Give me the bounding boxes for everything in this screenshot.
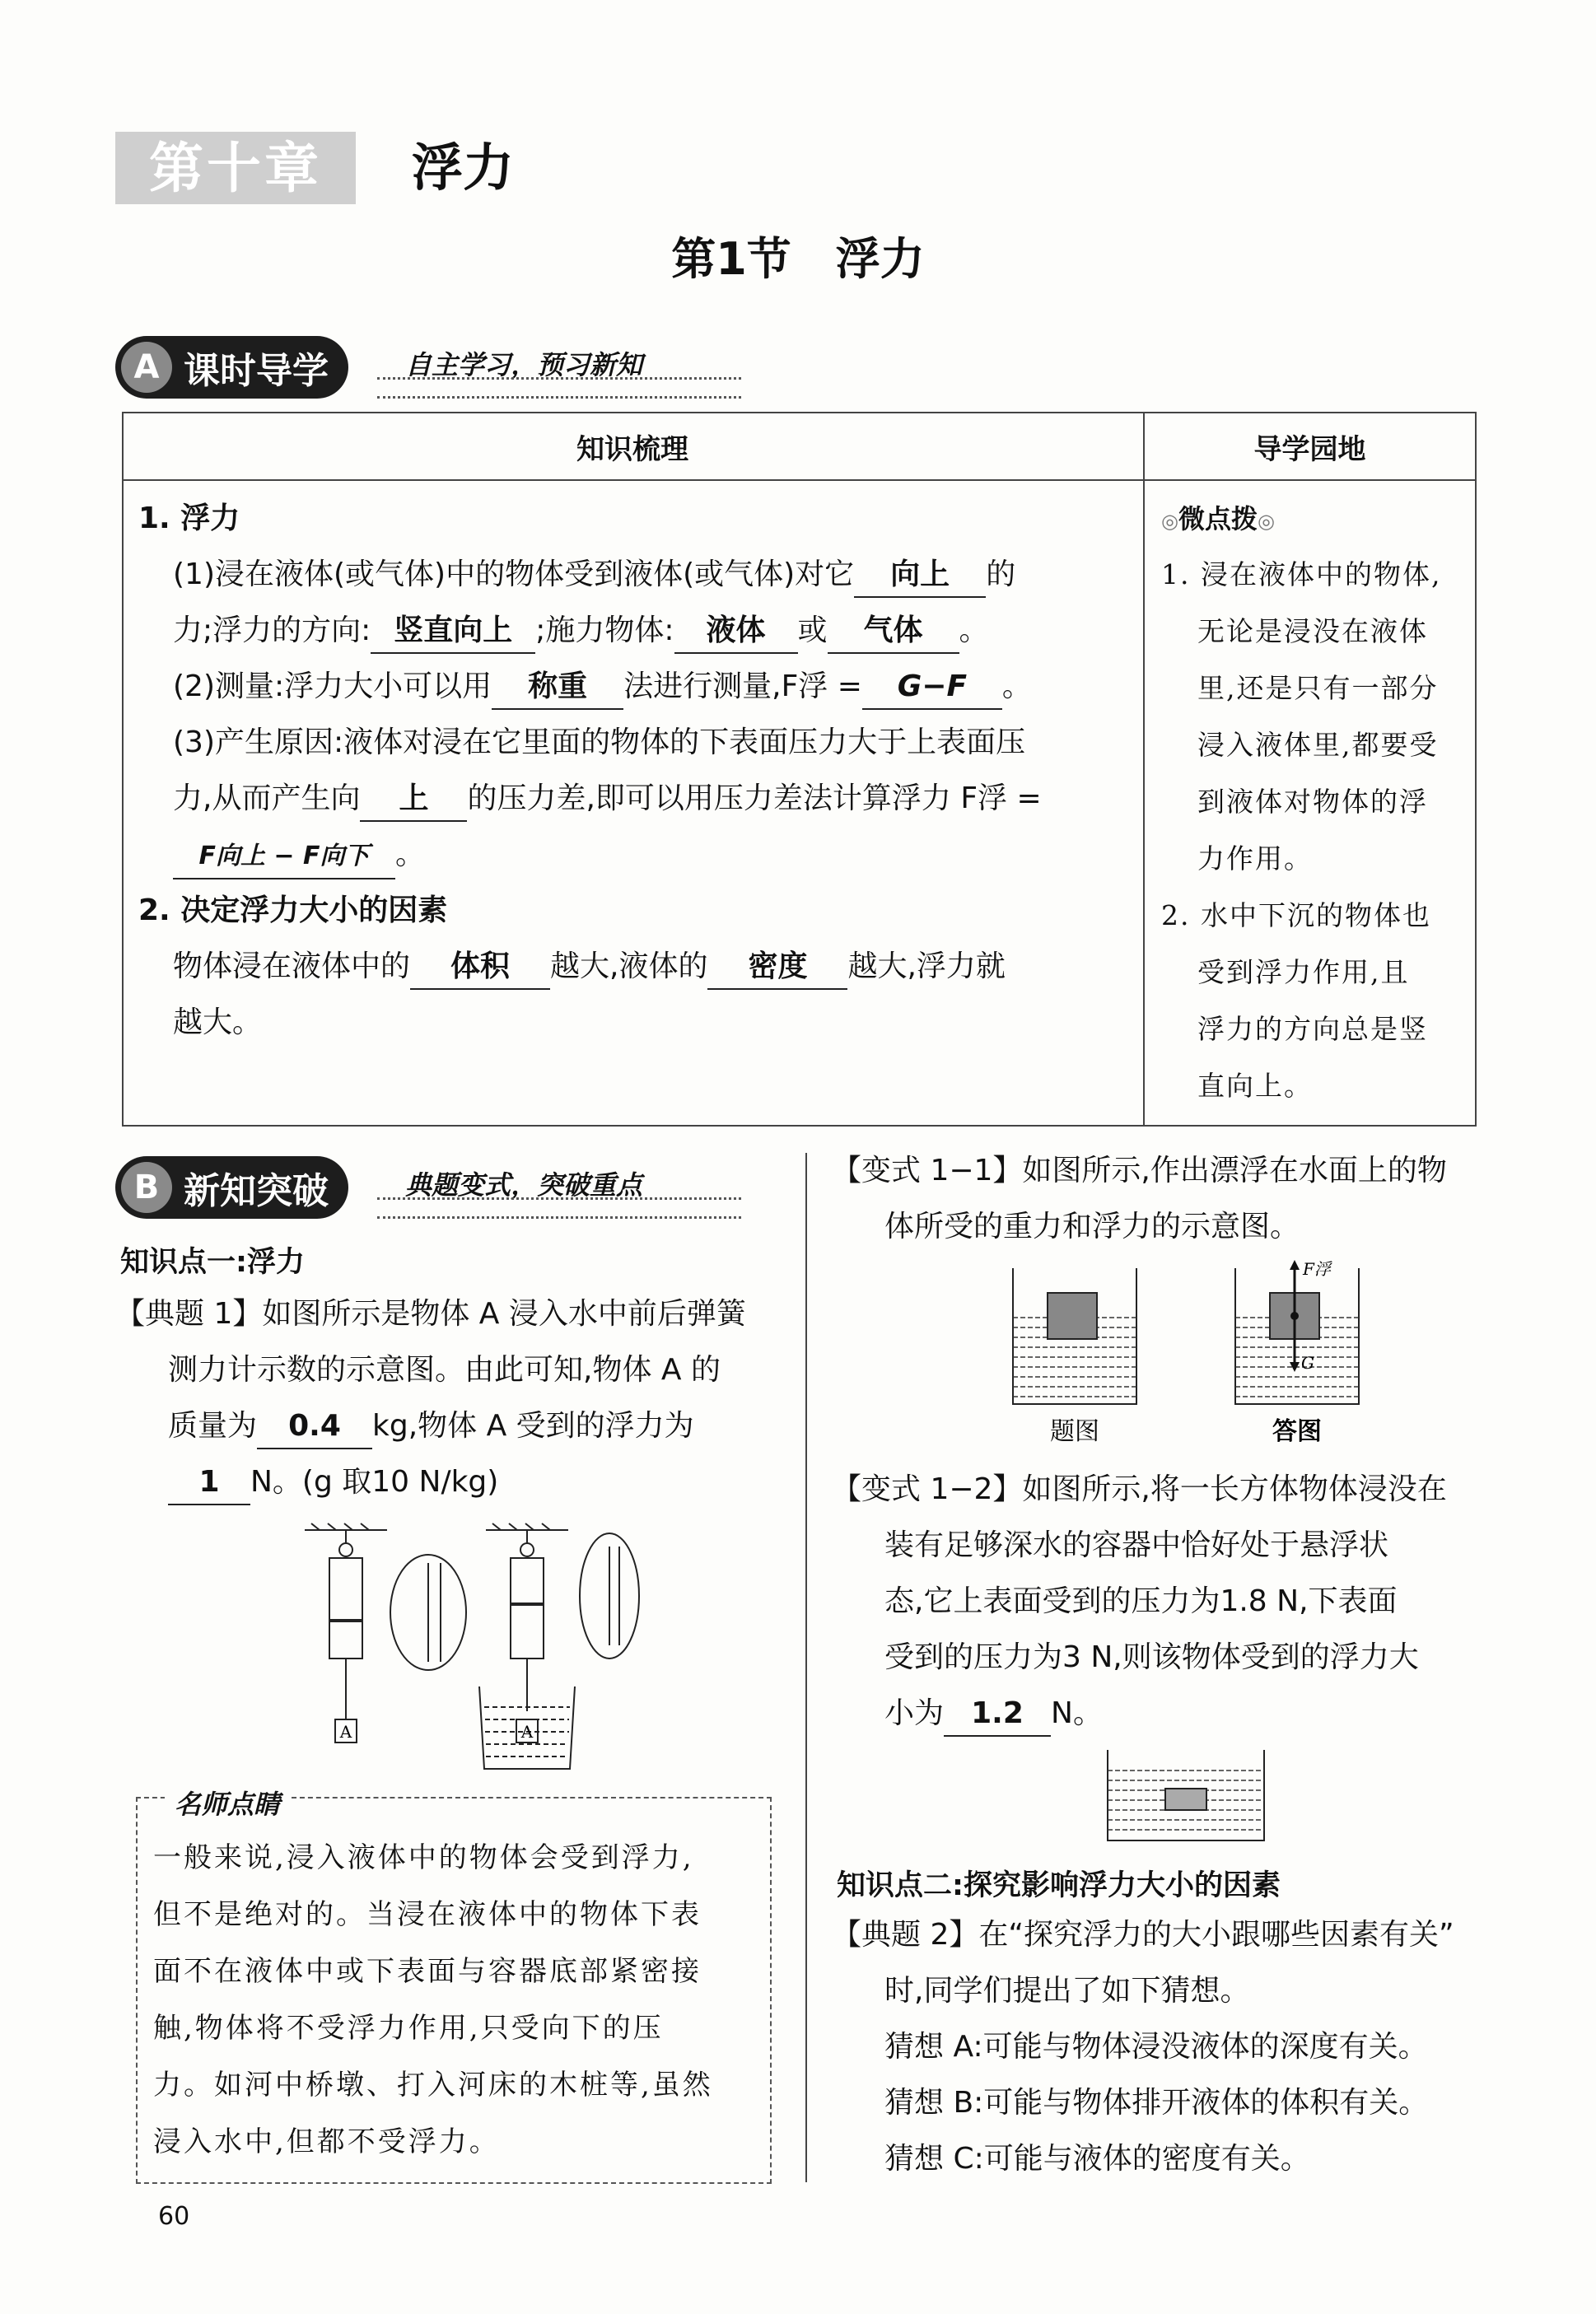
answer-weighing: 称重 [492,665,623,710]
question-1: 【典题 1】如图所示是物体 A 浸入水中前后弹簧 测力计示数的示意图。由此可知,物体 A 的 质量为 0.4 kg,物体 A 受到的浮力为 1 N。(g 取10 N/kg) [115,1286,791,1510]
tips-title-row [1161,494,1474,546]
answer-up: 向上 [854,553,986,598]
floating-object-figure [1005,1260,1384,1458]
page-number: 60 [158,2202,190,2231]
section-title: 第1节 浮力 [671,233,925,285]
answer-g-minus-f: G−F [862,665,1002,710]
tip-line: 2. 水中下沉的物体也 [1161,899,1431,931]
tip-line: 触,物体将不受浮力作用,只受向下的压 [153,2012,664,2045]
knowledge-content [138,491,1135,1051]
table-header-rule [122,479,1477,481]
band-b-badge: B [121,1162,172,1213]
chapter-label: 第十章 [115,132,356,204]
table-header-guide: 导学园地 [1253,433,1366,466]
tips-column [1161,494,1474,1114]
band-b [115,1156,741,1219]
tip-lines [153,1830,763,2171]
item1-line1: (1)浸在液体(或气体)中的物体受到液体(或气体)对它 向上 的 [138,547,1135,603]
item1-line2: 力;浮力的方向: 竖直向上 ;施力物体: 液体 或 气体 。 [138,603,1135,659]
band-a-title: 课时导学 [184,350,329,392]
variant-1-1: 【变式 1−1】如图所示,作出漂浮在水面上的物 体所受的重力和浮力的示意图。 [832,1154,1447,1243]
answer-pressure-diff: F向上 − F向下 [173,835,395,879]
band-a-subtitle: 自主学习，预习新知 [405,349,643,380]
tip-line: 无论是浸没在液体 [1197,615,1428,647]
item1-line3: (2)测量:浮力大小可以用 称重 法进行测量,F浮 = G−F 。 [138,659,1135,715]
band-b-pill [115,1156,348,1219]
item2-line2: 越大。 [173,1005,263,1039]
band-b-title: 新知突破 [184,1170,329,1212]
item1-line4: (3)产生原因:液体对浸在它里面的物体的下表面压力大于上表面压 [173,725,1026,759]
chapter-title: 浮力 [412,138,515,198]
suspended-object-figure [1104,1746,1268,1845]
tip-line: 受到浮力作用,且 [1197,956,1410,988]
tips-left-ornament-icon: ◎ [1161,510,1178,533]
item1-title: 1. 浮力 [138,502,240,535]
figure-caption-answer: 答图 [1272,1417,1322,1446]
band-a-dotted-rule [377,377,741,399]
table-divider [1143,412,1145,1127]
force-label-gravity: G [1301,1353,1314,1373]
tip-line: 一般来说,浸入液体中的物体会受到浮力, [153,1841,694,1874]
question-2: 【典题 2】在“探究浮力的大小跟哪些因素有关” 时,同学们提出了如下猜想。 猜想 A:可能与物体浸没液体的深度有关。 猜想 B:可能与物体排开液体的体积有关。 猜想 C:可能与液体的密度有关。 [832,1907,1491,2187]
tip-line: 力。如河中桥墩、打入河床的木桩等,虽然 [153,2069,713,2102]
answer-direction: 竖直向上 [371,609,535,654]
band-b-subtitle: 典题变式，突破重点 [405,1169,643,1201]
tips-right-ornament-icon: ◎ [1257,510,1275,533]
tip-title: 名师点睛 [165,1784,290,1822]
answer-buoyancy-1-2: 1.2 [944,1692,1051,1737]
tip-line: 1. 浸在液体中的物体, [1161,558,1442,590]
band-a [115,336,741,399]
variant-1-2: 【变式 1−2】如图所示,将一长方体物体浸没在 装有足够深水的容器中恰好处于悬浮状 态,它上表面受到的压力为1.8 N,下表面 受到的压力为3 N,则该物体受到的浮力大 小为 1.2 N。 [832,1462,1491,1742]
figure-caption-question: 题图 [1050,1417,1099,1446]
answer-density: 密度 [707,945,847,990]
item2-title: 2. 决定浮力大小的因素 [138,893,448,927]
tip-line: 浮力的方向总是竖 [1197,1013,1428,1045]
band-a-badge: A [121,342,172,393]
band-b-dotted-rule [377,1197,741,1219]
tip-line: 面不在液体中或下表面与容器底部紧密接 [153,1955,702,1988]
answer-buoyancy: 1 [168,1461,250,1505]
tip-line: 直向上。 [1197,1070,1313,1102]
item1-line5: 力,从而产生向 上 的压力差,即可以用压力差法计算浮力 F浮 = [138,771,1135,827]
band-a-pill [115,336,348,399]
answer-liquid: 液体 [674,609,798,654]
tips-title: 微点拨 [1178,503,1258,534]
answer-upward: 上 [360,777,467,822]
answer-gas: 气体 [828,609,959,654]
force-label-buoyancy: F浮 [1303,1260,1331,1279]
tip-line: 浸入液体里,都要受 [1197,729,1439,761]
guess-b: 猜想 B:可能与物体排开液体的体积有关。 [884,2086,1429,2120]
column-divider [805,1153,807,2182]
tip-line: 到液体对物体的浮 [1197,786,1428,818]
knowledge-point-1: 知识点一:浮力 [120,1246,305,1279]
knowledge-point-2: 知识点二:探究影响浮力大小的因素 [837,1869,1281,1902]
answer-mass: 0.4 [257,1405,372,1449]
figure-label-a1: A [339,1722,352,1742]
answer-volume: 体积 [410,945,550,990]
item2-line1: 物体浸在液体中的 体积 越大,液体的 密度 越大,浮力就 [138,939,1135,995]
guess-a: 猜想 A:可能与物体浸没液体的深度有关。 [884,2030,1428,2064]
tip-line: 浸入水中,但都不受浮力。 [153,2125,500,2158]
tip-line: 里,还是只有一部分 [1197,672,1439,704]
spring-scale-figure [296,1522,642,1785]
item1-line6: F向上 − F向下 。 [138,827,1135,883]
figure-label-a2: A [520,1722,534,1742]
guess-c: 猜想 C:可能与液体的密度有关。 [884,2142,1310,2176]
tip-line: 但不是绝对的。当浸在液体中的物体下表 [153,1898,702,1931]
tip-line: 力作用。 [1197,842,1313,875]
table-header-knowledge: 知识梳理 [576,433,688,466]
tips-lines [1161,546,1474,1114]
